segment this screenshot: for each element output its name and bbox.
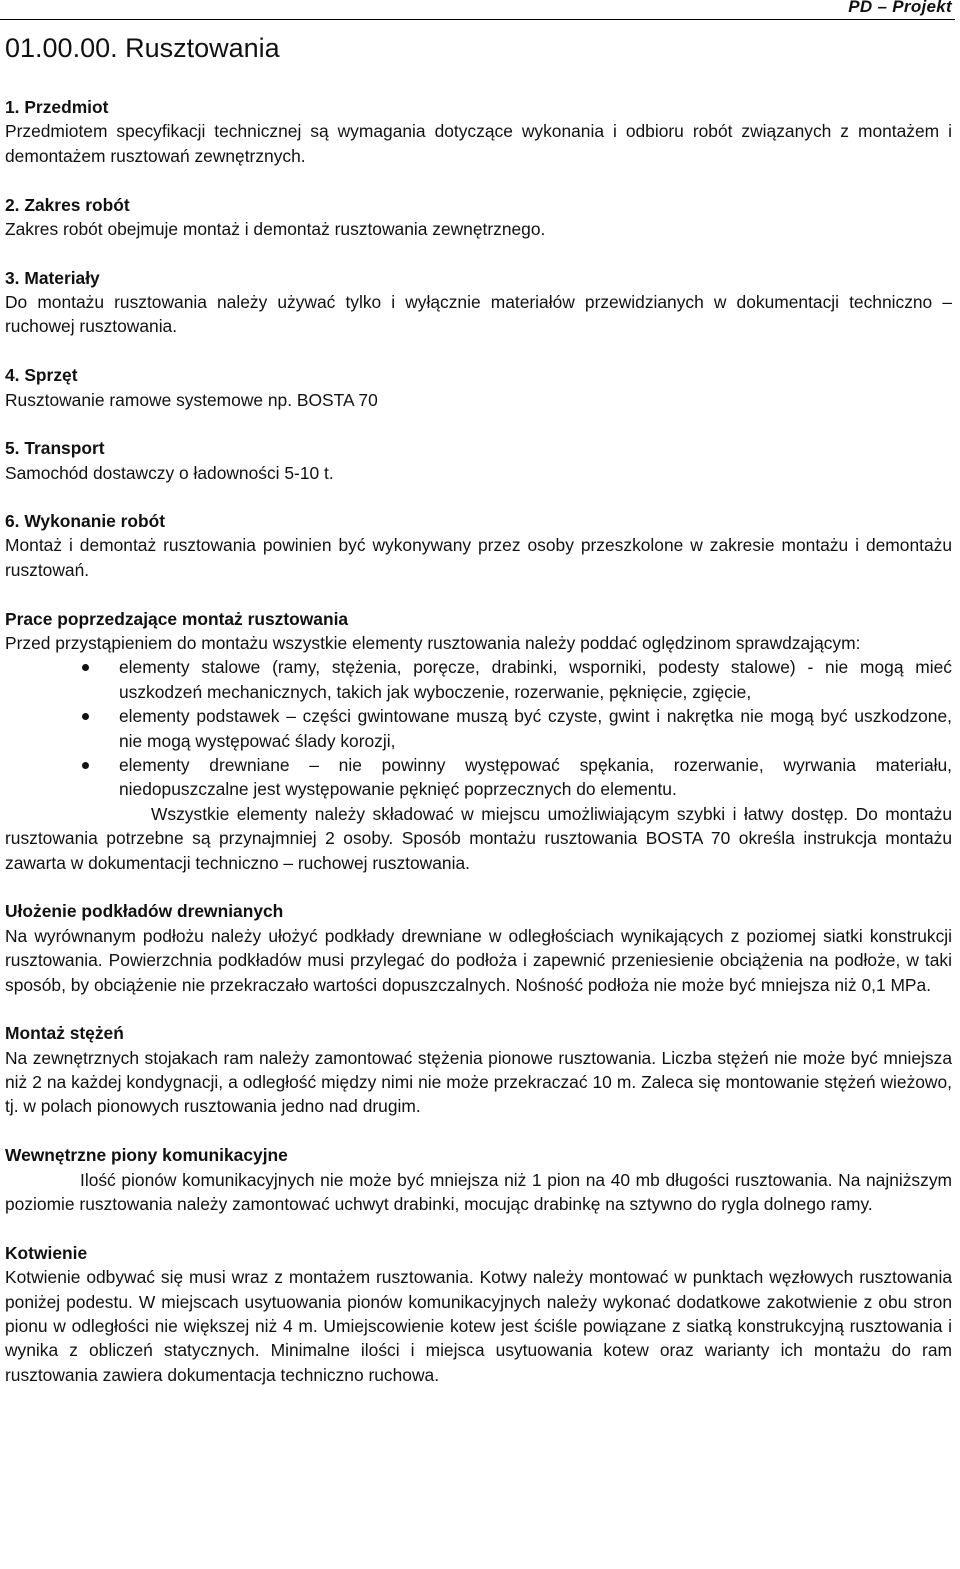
section-heading: 5. Transport xyxy=(5,438,105,459)
inspection-list xyxy=(5,655,952,801)
section-2 xyxy=(5,193,952,242)
stezenia-text: Na zewnętrznych stojakach ram należy zamontować stężenia pionowe rusztowania. Liczba stężeń nie może być mniejsza niż 2 na każdej kondygnacji, a odległość między nimi nie może przekraczać 10 m. Zaleca się montowanie stężeń wieżowo, tj. w polach pionowych rusztowania jedno nad drugim. xyxy=(5,1047,952,1117)
section-text: Montaż i demontaż rusztowania powinien być wykonywany przez osoby przeszkolone w zakresie montażu i demontażu rusztowań. xyxy=(5,535,952,580)
stezenia-section xyxy=(5,1021,952,1119)
section-heading: 3. Materiały xyxy=(5,267,100,288)
section-text: Rusztowanie ramowe systemowe np. BOSTA 70 xyxy=(5,389,378,410)
section-1 xyxy=(5,95,952,168)
kotwienie-section xyxy=(5,1241,952,1387)
bullet-icon xyxy=(82,762,89,769)
piony-heading: Wewnętrzne piony komunikacyjne xyxy=(5,1145,288,1166)
section-text: Zakres robót obejmuje montaż i demontaż rusztowania zewnętrznego. xyxy=(5,218,546,239)
section-text: Do montażu rusztowania należy używać tylko i wyłącznie materiałów przewidzianych w dokumentacji techniczno – ruchowej rusztowania. xyxy=(5,292,952,337)
section-heading: 4. Sprzęt xyxy=(5,365,78,386)
header-project-label: PD – Projekt xyxy=(848,0,952,16)
piony-text: Ilość pionów komunikacyjnych nie może być mniejsza niż 1 pion na 40 mb długości rusztowania. Na najniższym poziomie rusztowania należy zamontować uchwyt drabinki, mocując drabinkę na sztywno do rygla dolnego ramy. xyxy=(5,1169,952,1214)
prace-closing: Wszystkie elementy należy składować w miejscu umożliwiającym szybki i łatwy dostęp. Do montażu rusztowania potrzebne są przynajmniej 2 osoby. Sposób montażu rusztowania BOSTA 70 określa instrukcja montażu zawarta w dokumentacji techniczno – ruchowej rusztowania. xyxy=(5,803,952,873)
bullet-icon xyxy=(82,664,89,671)
prace-heading: Prace poprzedzające montaż rusztowania xyxy=(5,608,349,629)
kotwienie-heading: Kotwienie xyxy=(5,1242,88,1263)
podklady-heading: Ułożenie podkładów drewnianych xyxy=(5,901,284,922)
bullet-icon xyxy=(82,713,89,720)
header-rule xyxy=(0,19,955,20)
section-6 xyxy=(5,509,952,582)
section-5 xyxy=(5,436,952,485)
document-body xyxy=(5,95,952,1387)
list-item: elementy drewniane – nie powinny występować spękania, rozerwanie, wyrwania materiału, niedopuszczalne jest występowanie pęknięć poprzecznych do elementu. xyxy=(5,753,952,802)
list-item: elementy stalowe (ramy, stężenia, poręcze, drabinki, wsporniki, podesty stalowe) - nie mogą mieć uszkodzeń mechanicznych, takich jak wyboczenie, rozerwanie, pęknięcie, zgięcie, xyxy=(5,655,952,704)
prace-section xyxy=(5,607,952,875)
piony-section xyxy=(5,1143,952,1216)
document-title: 01.00.00. Rusztowania xyxy=(5,33,280,63)
prace-intro: Przed przystąpieniem do montażu wszystkie elementy rusztowania należy poddać oględzinom sprawdzającym: xyxy=(5,632,861,653)
section-4 xyxy=(5,363,952,412)
section-text: Samochód dostawczy o ładowności 5-10 t. xyxy=(5,462,334,483)
section-heading: 2. Zakres robót xyxy=(5,194,130,215)
podklady-section xyxy=(5,899,952,997)
podklady-text: Na wyrównanym podłożu należy ułożyć podkłady drewniane w odległościach wynikających z poziomej siatki konstrukcji rusztowania. Powierzchnia podkładów musi przylegać do podłoża i zapewnić przeniesienie obciążenia na podłoże, w taki sposób, by obciążenie nie przekraczało wartości dopuszczalnych. Nośność podłoża nie może być mniejsza niż 0,1 MPa. xyxy=(5,925,952,995)
list-item: elementy podstawek – części gwintowane muszą być czyste, gwint i nakrętka nie mogą być uszkodzone, nie mogą występować ślady korozji, xyxy=(5,704,952,753)
section-3 xyxy=(5,266,952,339)
stezenia-heading: Montaż stężeń xyxy=(5,1023,124,1044)
section-heading: 1. Przedmiot xyxy=(5,97,109,117)
section-heading: 6. Wykonanie robót xyxy=(5,511,166,532)
kotwienie-text: Kotwienie odbywać się musi wraz z montażem rusztowania. Kotwy należy montować w punktach węzłowych rusztowania poniżej podestu. W miejscach usytuowania pionów komunikacyjnych należy wykonać dodatkowe zakotwienie z obu stron pionu w odległości nie większej niż 4 m. Umiejscowienie kotew jest ściśle powiązane z siatką konstrukcyjną rusztowania i wynika z obliczeń statycznych. Minimalne ilości i miejsca usytuowania kotew oraz warianty ich montażu do ram rusztowania zawiera dokumentacja techniczno ruchowa. xyxy=(5,1267,952,1385)
section-text: Przedmiotem specyfikacji technicznej są wymagania dotyczące wykonania i odbioru robót związanych z montażem i demontażem rusztowań zewnętrznych. xyxy=(5,121,952,166)
